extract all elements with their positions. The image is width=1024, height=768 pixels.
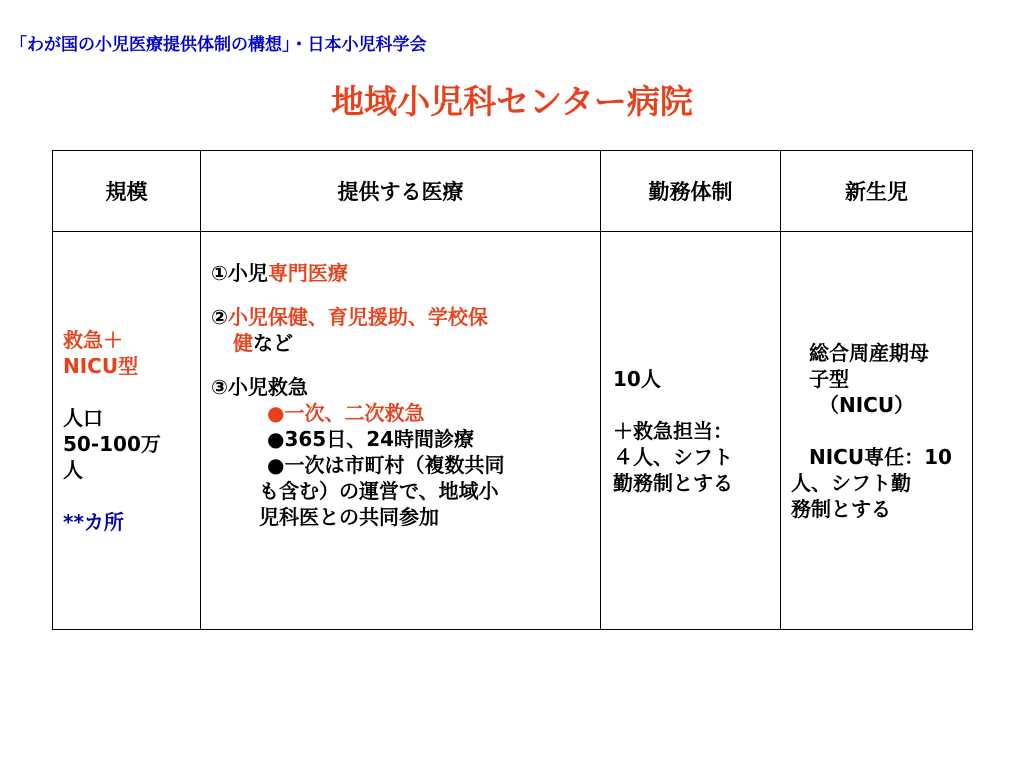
care-bullet-3: ●一次は市町村（複数共同: [267, 453, 505, 477]
care-item-1: [211, 260, 590, 286]
nicu-staff: NICU専任：10: [809, 444, 952, 469]
care-bullet-2: ●365日、24時間診療: [267, 427, 475, 451]
staff-count: 10人: [613, 366, 661, 391]
locations-count: **カ所: [63, 509, 124, 534]
care-item-2-suffix: など: [253, 331, 293, 355]
column-header-duty: 勤務体制: [601, 151, 781, 232]
hospital-spec-table: [52, 150, 973, 630]
population-unit: 人: [63, 457, 83, 482]
column-header-newborn: 新生児: [781, 151, 973, 232]
emergency-staff-2: ４人、シフト: [613, 444, 733, 469]
scale-cell: [53, 232, 201, 630]
care-item-2-highlight: 小児保健、育児援助、学校保: [227, 305, 488, 329]
table-row: [53, 232, 973, 630]
nicu-staff-3: 務制とする: [791, 496, 891, 521]
care-item-2-prefix: ②: [211, 305, 228, 329]
care-cell: [201, 232, 601, 630]
care-item-3: ③小児救急: [211, 375, 308, 399]
nicu-staff-2: 人、シフト勤: [791, 470, 911, 495]
care-item-2-highlight-2: 健: [233, 331, 253, 355]
care-item-1-prefix: ①小児: [211, 261, 268, 285]
population-label: 人口: [63, 405, 103, 430]
population-value: 50-100万: [63, 431, 161, 456]
care-item-1-highlight: 専門医療: [267, 261, 348, 285]
care-bullet-1: ●一次、二次救急: [267, 401, 425, 425]
care-item-2-cont: [211, 330, 590, 356]
newborn-type-3: （NICU）: [819, 392, 915, 417]
newborn-type: 総合周産期母: [809, 340, 929, 365]
emergency-staff: ＋救急担当：: [613, 418, 733, 443]
column-header-scale: 規模: [53, 151, 201, 232]
duty-cell: [601, 232, 781, 630]
hospital-type-2: NICU型: [63, 353, 139, 378]
source-citation: 「わが国の小児医療提供体制の構想」・日本小児科学会: [10, 35, 427, 55]
table-header-row: [53, 151, 973, 232]
newborn-cell: [781, 232, 973, 630]
care-item-2: [211, 304, 590, 330]
newborn-type-2: 子型: [809, 366, 849, 391]
column-header-care: 提供する医療: [201, 151, 601, 232]
emergency-staff-3: 勤務制とする: [613, 470, 733, 495]
hospital-type: 救急＋: [63, 327, 123, 352]
care-bullet-3-line-3: 児科医との共同参加: [259, 505, 439, 529]
page-title: 地域小児科センター病院: [331, 82, 693, 121]
care-bullet-3-line-2: も含む）の運営で、地域小: [259, 479, 499, 503]
